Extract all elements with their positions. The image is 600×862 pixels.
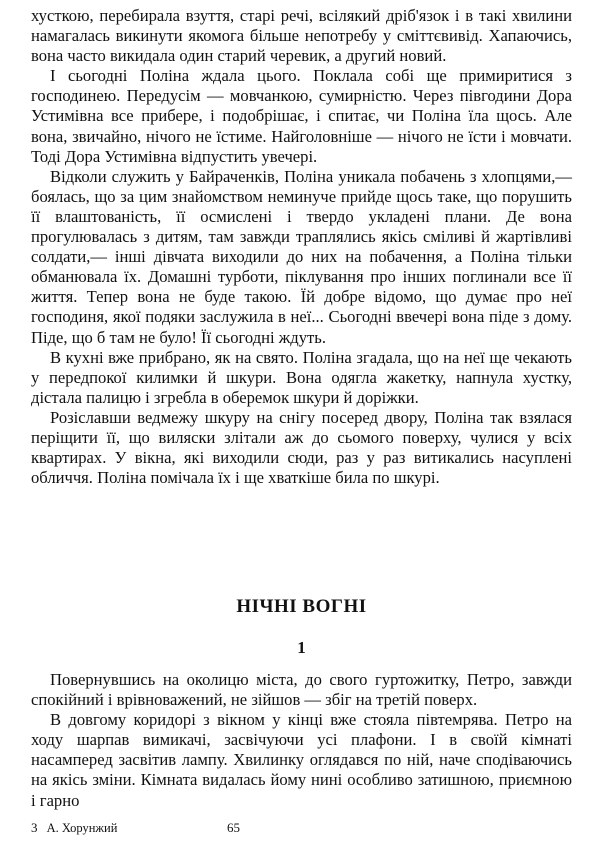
paragraph-1: хусткою, перебирала взуття, старі речі, всілякий дріб'язок і в такі хвилини намагалась викинути якомога більше непотребу у сміттєвивід. Хапаючись, вона часто викидала один старий черевик, а другий новий. [31,6,572,66]
chapter-number: 1 [297,638,306,657]
book-page [31,6,572,810]
paragraph-7: В довгому коридорі з вікном у кінці вже стояла півтемрява. Петро на ходу шарпав вимикачі, засвічуючи усі плафони. І в своїй кімнаті насамперед засвітив лампу. Хвилинку оглядався по ній, наче сподіваючись на якісь зміни. Кімната видалась йому нині особливо затишною, приємною і гарно [31,710,572,810]
page-number: 65 [227,820,240,835]
signature-number: 3 [31,820,38,835]
paragraph-4: В кухні вже прибрано, як на свято. Поліна згадала, що на неї ще чекають у передпокої килимки й шкури. Вона одягла жакетку, напнула хустку, дістала палицю і згребла в оберемок шкури й доріжки. [31,347,572,407]
paragraph-6: Повернувшись на околицю міста, до свого гуртожитку, Петро, завжди спокійний і врівноважений, не зійшов — збіг на третій поверх. [31,670,572,710]
printer-signature [31,820,117,836]
paragraph-3: Відколи служить у Байраченків, Поліна уникала побачень з хлопцями,— боялась, що за цим знайомством неминуче прийде щось таке, що порушить її влаштованість, її осмислені і твердо укладені плани. Де вона прогулювалась з дитям, там завжди траплялись якісь сміливі й жартівливі солдати,— інші дівчата виходили до них на побачення, а Поліна тільки обманювала їх. Домашні турботи, піклування про інших поглинали все її життя. Тепер вона не буде такою. Їй добре відомо, що думає про неї господиня, якої подяки заслужила в неї... Сьогодні ввечері вона піде з дому. Піде, що б там не було! Її сьогодні ждуть. [31,166,572,347]
page-footer [31,820,572,840]
section-title: НІЧНІ ВОГНІ [236,596,367,617]
paragraph-5: Розіславши ведмежу шкуру на снігу посеред двору, Поліна так взялася періщити її, що виляски злітали аж до сьомого поверху, чулися у всіх квартирах. У вікна, які виходили сюди, раз у раз витикались насуплені обличчя. Поліна помічала їх і ще хваткіше била по шкурі. [31,407,572,488]
signature-author: А. Хорунжий [46,821,118,835]
chapter-text [31,670,572,811]
paragraph-2: І сьогодні Поліна ждала цього. Поклала собі ще примиритися з господинею. Передусім — мовчанкою, сумирністю. Через півгодини Дора Устимівна все прибере, і подобрішає, і спитає, чи Поліна їла щось. Але вона, звичайно, нічого не їстиме. Найголовніше — нічого не їсти і мовчати. Тоді Дора Устимівна відпустить увечері. [31,66,572,166]
